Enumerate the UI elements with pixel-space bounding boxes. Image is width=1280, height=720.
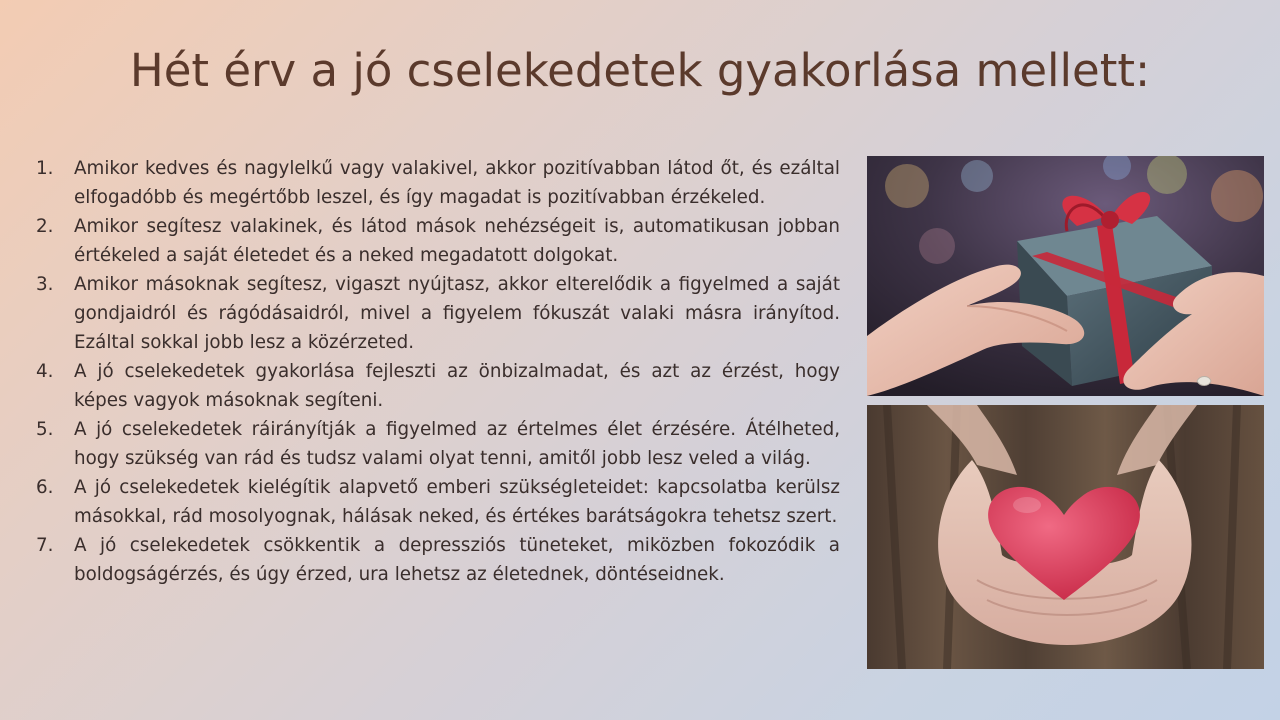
gift-in-hands-photo — [867, 156, 1264, 396]
slide-title: Hét érv a jó cselekedetek gyakorlása mellett: — [129, 44, 1151, 97]
list-item — [36, 212, 840, 270]
item-number: 6. — [36, 477, 54, 498]
list-item — [36, 270, 840, 357]
item-text: A jó cselekedetek ráirányítják a figyelmed az értelmes élet érzésére. Átélheted, hogy szükség van rád és tudsz valami olyat tenni, amitől jobb lesz veled a világ. — [74, 419, 840, 469]
list-item — [36, 154, 840, 212]
list-item — [36, 473, 840, 531]
item-text: Amikor másoknak segítesz, vigaszt nyújtasz, akkor elterelődik a figyelmed a saját gondjaidról és rágódásaidról, mivel a figyelem fókuszát valaki másra irányítod. Ezáltal sokkal jobb lesz a közérzeted. — [74, 274, 840, 353]
reasons-list — [36, 154, 840, 589]
item-number: 4. — [36, 361, 54, 382]
heart-in-hands-photo — [867, 405, 1264, 669]
item-text: Amikor kedves és nagylelkű vagy valakivel, akkor pozitívabban látod őt, és ezáltal elfogadóbb és megértőbb leszel, és így magadat is pozitívabban érzékeled. — [74, 158, 840, 208]
list-item — [36, 415, 840, 473]
item-text: Amikor segítesz valakinek, és látod mások nehézségeit is, automatikusan jobban értékeled a saját életedet és a neked megadatott dolgokat. — [74, 216, 840, 266]
item-number: 1. — [36, 158, 54, 179]
item-number: 3. — [36, 274, 54, 295]
item-number: 2. — [36, 216, 54, 237]
list-item — [36, 357, 840, 415]
item-number: 7. — [36, 535, 54, 556]
item-text: A jó cselekedetek kielégítik alapvető emberi szükségleteidet: kapcsolatba kerülsz másokkal, rád mosolyognak, hálásak neked, és értékes barátságokra tehetsz szert. — [74, 477, 840, 527]
item-text: A jó cselekedetek gyakorlása fejleszti az önbizalmadat, és azt az érzést, hogy képes vagyok másoknak segíteni. — [74, 361, 840, 411]
item-number: 5. — [36, 419, 54, 440]
list-item — [36, 531, 840, 589]
item-text: A jó cselekedetek csökkentik a depressziós tüneteket, miközben fokozódik a boldogságérzés, és úgy érzed, ura lehetsz az életednek, döntéseidnek. — [74, 535, 840, 585]
